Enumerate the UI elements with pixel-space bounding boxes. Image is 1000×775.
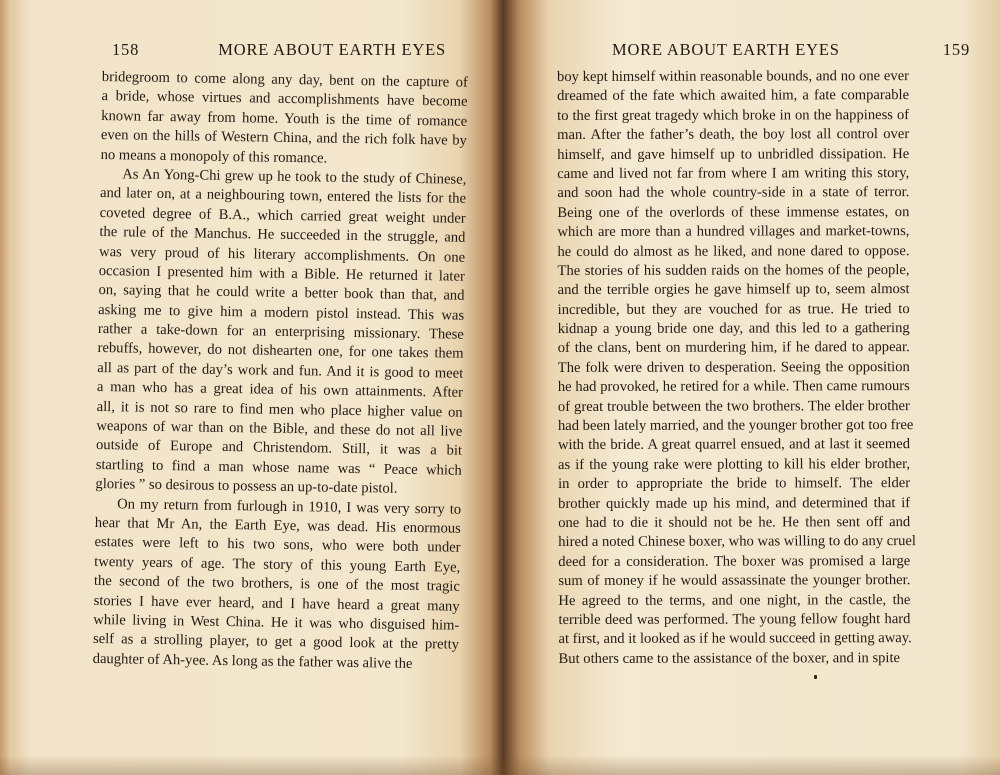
- text-line: occasion I presented him with a Bible. He returned it later: [98, 262, 465, 285]
- right-running-title: MORE ABOUT EARTH EYES: [612, 40, 840, 59]
- text-line: and later on, at a neighbouring town, entered the lists for the: [99, 185, 467, 208]
- text-line: a bride, whose virtues and accomplishments have become: [101, 88, 468, 111]
- right-page-text: [557, 67, 916, 669]
- text-line: bridegroom to come along any day, bent on the capture of: [101, 68, 468, 91]
- text-line: on, saying that he could write a better book than that, and: [98, 282, 465, 305]
- text-line: he had provoked, he retired for a while. Then came rumours: [557, 378, 910, 396]
- text-line: in order to appropriate the bride to himself. The elder: [558, 475, 911, 493]
- text-line: coveted degree of B.A., which carried great weight under: [99, 204, 466, 227]
- text-line: daughter of Ah-yee. As long as the father was alive the: [92, 650, 413, 672]
- text-line: dreamed of the fate which awaited him, a fate comparable: [557, 87, 910, 105]
- text-line: Being one of the overlords of these immense estates, on: [557, 203, 910, 221]
- text-line: boy kept himself within reasonable bounds, and no one ever: [557, 68, 910, 85]
- text-line: had been lately married, and the younger brother got too free: [557, 417, 914, 435]
- text-line: which are more than a hundred villages and market-towns,: [557, 223, 910, 241]
- text-line: known far away from home. Youth is the time of romance: [101, 107, 468, 130]
- text-line: and the terrible orgies he gave himself up to, seem almost: [557, 281, 910, 299]
- text-line: and soon had the whole country-side in a state of terror.: [557, 184, 910, 202]
- text-line: As An Yong-Chi grew up he took to the study of Chinese,: [122, 166, 467, 188]
- right-running-head: [610, 40, 970, 64]
- ink-speck: [814, 675, 817, 679]
- text-line: while living in West China. He it was who disguised him-: [93, 611, 460, 634]
- text-line: The stories of his sudden raids on the homes of the people,: [557, 261, 910, 279]
- text-line: as if the young rake were plotting to kill his elder brother,: [558, 455, 911, 473]
- text-line: at first, and it looked as if he would succeed in getting away.: [558, 630, 912, 648]
- text-line: self as a strolling player, to get a good look at the pretty: [92, 631, 460, 654]
- text-line: all as part of the day’s work and fun. And it is good to meet: [97, 359, 464, 382]
- text-line: The folk were driven to desperation. Seeing the opposition: [557, 358, 910, 376]
- text-line: brother quickly made up his mind, and determined that if: [558, 494, 911, 512]
- text-line: all, it is not so rare to find men who place higher value on: [96, 398, 463, 421]
- text-line: rather a take-down for an enterprising missionary. These: [97, 321, 464, 343]
- text-line: rebuffs, however, do not dishearten one, for one takes them: [97, 340, 464, 363]
- text-line: himself, and gave himself up to unbridled dissipation. He: [557, 145, 910, 163]
- text-line: startling to find a man whose name was “ Peace which: [95, 456, 462, 479]
- text-line: even on the hills of Western China, and the rich folk have by: [100, 127, 468, 149]
- text-line: He agreed to the terms, and one night, in the castle, the: [558, 591, 911, 609]
- left-running-head: [112, 40, 474, 64]
- text-line: came and lived not far from where I am writing this story,: [557, 165, 910, 182]
- text-line: hear that Mr An, the Earth Eye, was dead. His enormous: [94, 514, 461, 537]
- text-line: of the clans, bent on murdering him, if he dared to appear.: [557, 339, 910, 357]
- text-line: the second of the two brothers, is one of the most tragic: [93, 573, 461, 595]
- text-line: was very proud of his literary accomplishments. On one: [98, 243, 466, 266]
- left-page-number: 158: [112, 40, 140, 59]
- text-line: one had to die it should not be he. He then sent off and: [558, 514, 911, 531]
- text-line: asking me to give him a modern pistol instead. This was: [98, 301, 465, 324]
- text-line: he could do almost as he liked, and none dared to oppose.: [557, 242, 910, 260]
- text-line: glories ” so desirous to possess an up-to-date pistol.: [95, 476, 398, 497]
- right-page: [500, 0, 1000, 775]
- text-line: with the bride. A great quarrel ensued, and at last it seemed: [557, 436, 911, 454]
- text-line: no means a monopoly of this romance.: [100, 146, 328, 167]
- text-line: man. After the father’s death, the boy lost all control over: [557, 126, 910, 144]
- text-line: to the first great tragedy which broke in on the happiness of: [557, 106, 910, 124]
- left-page-text: [93, 68, 468, 675]
- text-line: hired a noted Chinese boxer, who was willing to do any cruel: [558, 533, 916, 551]
- text-line: terrible deed was performed. The young fellow fought hard: [558, 611, 911, 628]
- text-line: twenty years of age. The story of this young Earth Eye,: [94, 553, 461, 576]
- text-line: estates were left to his two sons, who were both under: [94, 534, 461, 557]
- text-line: of great trouble between the two brothers. The elder brother: [557, 397, 910, 415]
- text-line: outside of Europe and Christendom. Still, it was a bit: [95, 437, 463, 460]
- text-line: a man who has a great idea of his own attainments. After: [96, 379, 464, 401]
- text-line: incredible, but they are vouched for as true. He tried to: [557, 300, 910, 318]
- left-running-title: MORE ABOUT EARTH EYES: [218, 40, 446, 59]
- right-page-number: 159: [942, 40, 970, 59]
- text-line: weapons of war than on the Bible, and these do not all live: [96, 417, 463, 440]
- text-line: On my return from furlough in 1910, I was very sorry to: [117, 495, 462, 518]
- text-line: But others came to the assistance of the boxer, and in spite: [558, 649, 901, 667]
- text-line: the rule of the Manchus. He succeeded in the struggle, and: [99, 224, 466, 246]
- text-line: sum of money if he would assassinate the younger brother.: [558, 572, 911, 590]
- text-line: stories I have ever heard, and I have heard a great many: [93, 592, 460, 615]
- text-line: deed for a consideration. The boxer was promised a large: [558, 552, 911, 570]
- text-line: kidnap a young bride one day, and this led to a gathering: [557, 320, 910, 338]
